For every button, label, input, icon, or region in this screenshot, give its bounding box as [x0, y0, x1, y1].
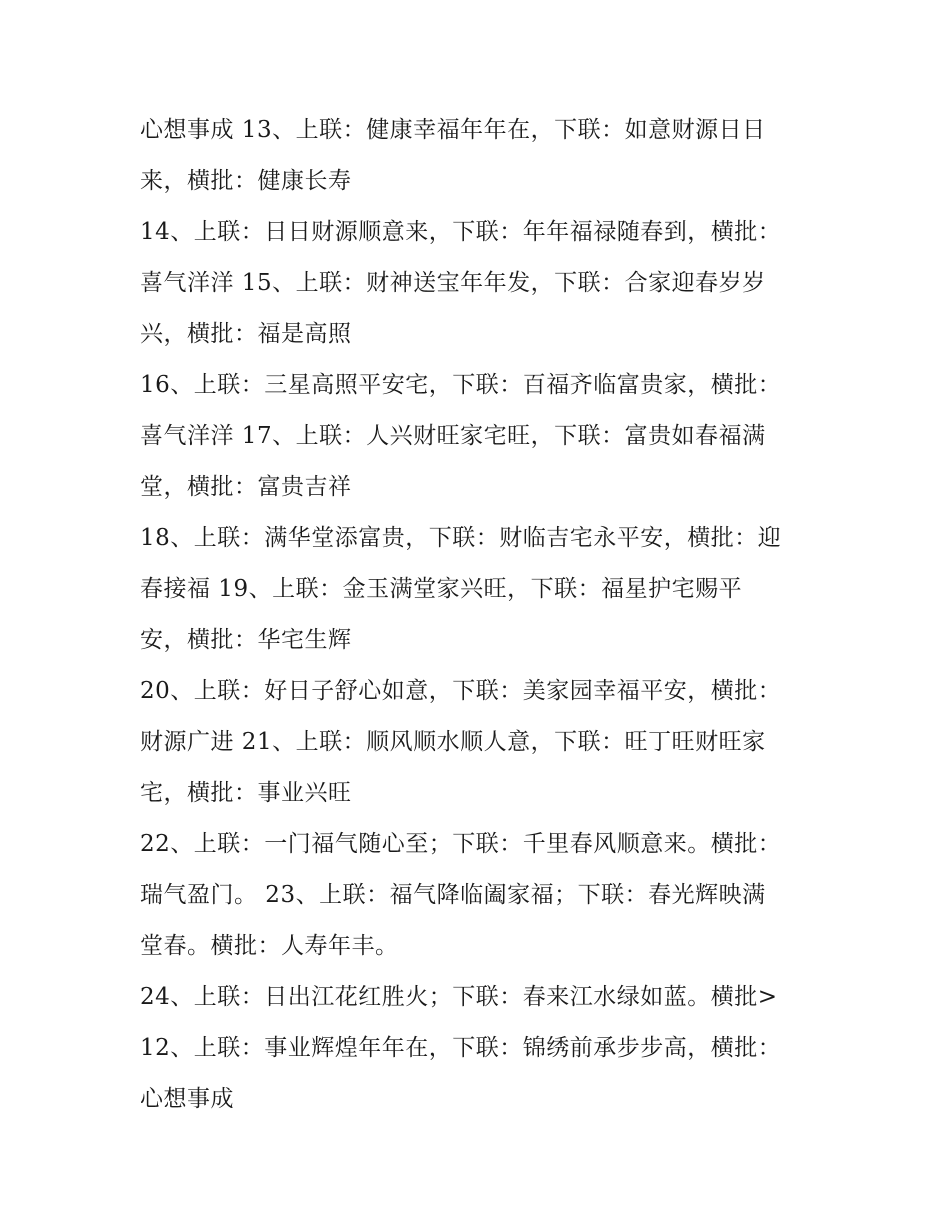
- text-line: 来，横批：健康长寿: [140, 168, 352, 194]
- text-line: 兴，横批：福是高照: [140, 321, 352, 347]
- text-line: 22、上联：一门福气随心至；下联：千里春风顺意来。横批：: [140, 831, 782, 857]
- text-line: 24、上联：日出江花红胜火；下联：春来江水绿如蓝。横批>: [140, 984, 778, 1010]
- text-line: 堂，横批：富贵吉祥: [140, 474, 352, 500]
- text-line: 18、上联：满华堂添富贵，下联：财临吉宅永平安，横批：迎: [140, 525, 782, 551]
- text-line: 20、上联：好日子舒心如意，下联：美家园幸福平安，横批：: [140, 678, 782, 704]
- text-line: 喜气洋洋 15、上联：财神送宝年年发，下联：合家迎春岁岁: [140, 270, 766, 296]
- text-line: 心想事成 13、上联：健康幸福年年在，下联：如意财源日日: [140, 117, 766, 143]
- text-line: 14、上联：日日财源顺意来，下联：年年福禄随春到，横批：: [140, 219, 782, 245]
- text-line: 宅，横批：事业兴旺: [140, 780, 352, 806]
- text-line: 瑞气盈门。 23、上联：福气降临阖家福；下联：春光辉映满: [140, 882, 766, 908]
- text-line: 堂春。横批：人寿年丰。: [140, 933, 399, 959]
- text-line: 心想事成: [140, 1086, 234, 1112]
- text-line: 春接福 19、上联：金玉满堂家兴旺，下联：福星护宅赐平: [140, 576, 743, 602]
- document-body: [140, 111, 820, 1131]
- text-line: 安，横批：华宅生辉: [140, 627, 352, 653]
- text-line: 16、上联：三星高照平安宅，下联：百福齐临富贵家，横批：: [140, 372, 782, 398]
- text-line: 12、上联：事业辉煌年年在，下联：锦绣前承步步高，横批：: [140, 1035, 782, 1061]
- text-line: 财源广进 21、上联：顺风顺水顺人意，下联：旺丁旺财旺家: [140, 729, 766, 755]
- text-line: 喜气洋洋 17、上联：人兴财旺家宅旺，下联：富贵如春福满: [140, 423, 766, 449]
